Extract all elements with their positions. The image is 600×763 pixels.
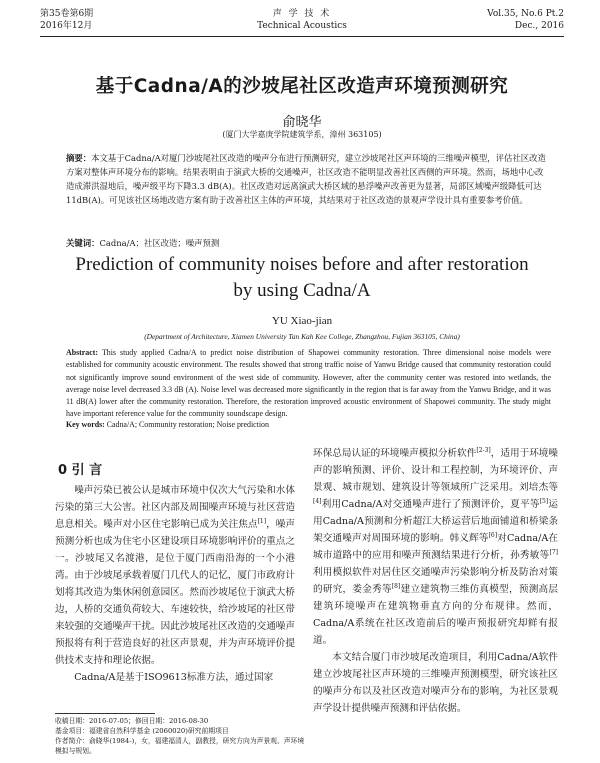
en-abstract-label: Abstract:	[66, 348, 98, 357]
header-date: 2016年12月	[40, 21, 93, 31]
footnote-received: 收稿日期：2016-07-05；修回日期：2016-08-30	[55, 717, 209, 725]
paragraph	[313, 445, 558, 649]
zh-abstract	[66, 151, 551, 207]
citation: [5]	[539, 497, 549, 505]
citation: [8]	[391, 582, 401, 590]
header-volume: 第35卷第6期	[40, 9, 94, 19]
zh-author: 俞晓华	[282, 115, 322, 130]
paragraph	[55, 482, 295, 669]
en-title	[40, 252, 564, 304]
en-keywords-text: Cadna/A; Community restoration; Noise prediction	[106, 420, 269, 429]
body-left-column	[55, 482, 295, 686]
paragraph-text: ，适用于环境噪声的影响预测、评价、设计和工程控制，为环境评价、声景观、城市规划、建筑设计等领域所广泛采用。刘培杰等	[313, 448, 559, 493]
en-abstract-text: This study applied Cadna/A to predict noise distribution of Shapowei community restoration. Three dimensional noise models were established for community acoustic environment. The results showed that strong traffic noise of Yanwu Bridge caused that community restoration could not significantly improve sound environment of the west side of community. However, after the community center was restored into wetlands, the average noise level decreased 3.3 dB (A). Noise level was decreased more significantly in the region that is far away from the Yanwu Bridge, and it was 11 dB(A) lower after the community restoration. Therefore, the restoration improved acoustic environment of Shapowei community. The study might have important reference value for the community soundscape design.	[66, 348, 551, 419]
paragraph-text: Cadna/A是基于ISO9613标准方法，通过国家	[74, 672, 274, 683]
citation: [1]	[257, 517, 267, 525]
zh-keywords-text: Cadna/A；社区改造；噪声预测	[99, 238, 220, 248]
citation: [4]	[313, 497, 322, 505]
header-volume-en-line1: Vol.35, No.6 Pt.2	[487, 9, 564, 19]
citation: [6]	[488, 531, 498, 539]
paragraph	[55, 669, 295, 686]
header-journal-en: Technical Acoustics	[257, 21, 347, 31]
zh-affiliation: (厦门大学嘉庚学院建筑学系，漳州 363105)	[222, 130, 382, 139]
en-keywords-label: Key words:	[66, 420, 105, 429]
footnote	[55, 716, 305, 756]
header-journal-zh: 声 学 技 术	[272, 9, 332, 19]
zh-keywords	[66, 236, 551, 250]
body-right-column	[313, 445, 558, 717]
zh-abstract-text: 本文基于Cadna/A对厦门沙坡尾社区改造的噪声分布进行预测研究，建立沙坡尾社区声环境的三维噪声模型，评估社区改造方案对整体声环境分布的影响。结果表明由于演武大桥的交通噪声，社区改造不能明显改善社区西侧的声环境。然而，场地中心改造成滞洪湿地后，噪声级平均下降3.3 dB(A)。社区改造对远离演武大桥区域的悬浮噪声改善更为显著，局部区域噪声级降低可达11dB(A)。可见该社区场地改造方案有助于改善社区主体的声环境，其结果对于社区改造的景观声学设计具有重要参考价值。	[66, 153, 546, 205]
section-title-introduction: 0 引 言	[58, 463, 103, 478]
en-abstract	[66, 347, 551, 421]
paragraph-text: 对Cadna/A在城市道路中的应用和噪声预测结果进行分析，孙秀敏等	[313, 533, 559, 561]
paragraph-text: 噪声污染已被公认是城市环境中仅次大气污染和水体污染的第三大公害。社区内部及周围噪声环境与社区营造息息相关。噪声对小区住宅影响已成为关注焦点	[55, 485, 295, 530]
paragraph-text: 环保总局认证的环境噪声模拟分析软件	[313, 448, 477, 459]
paragraph-text: 本文结合厦门市沙坡尾改造项目，利用Cadna/A软件建立沙坡尾社区声环境的三维噪声预测模型，研究该社区的噪声分布以及社区改造对噪声分布的影响，为社区景观声学设计提供噪声预测和评估依据。	[313, 652, 558, 714]
en-author: YU Xiao-jian	[271, 315, 333, 327]
footnote-funding: 基金项目：福建省自然科学基金 (2060020)研究前期项目	[55, 727, 229, 735]
citation: [7]	[549, 548, 558, 556]
paragraph-text: 利用模拟软件对居住区交通噪声污染影响分析及防治对策的研究，娄金秀等	[313, 567, 558, 595]
paragraph-text: 运用Cadna/A预测和分析超江大桥运营后地面铺道和桥梁条架交通噪声对周围环境的影响。韩义辉等	[313, 499, 559, 544]
header-volume-en	[487, 8, 564, 32]
footnote-rule	[55, 713, 155, 714]
header-journal	[40, 8, 564, 32]
en-title-line1: Prediction of community noises before and after restoration	[75, 254, 529, 275]
zh-keywords-label: 关键词：	[66, 238, 100, 248]
paragraph-text: 利用Cadna/A对交通噪声进行了预测评价，夏平等	[321, 499, 540, 510]
zh-title: 基于Cadna/A的沙坡尾社区改造声环境预测研究	[95, 76, 509, 97]
en-keywords	[66, 418, 551, 432]
paragraph-text: ，噪声预测分析也成为住宅小区建设项目环境影响评价的重点之一。沙坡尾又名渡港，是位于厦门西南沿海的一个小港湾。由于沙坡尾承载着厦门几代人的记忆，厦门市政府计划将其改造为集休闲创意园区。然而沙坡尾位于演武大桥边，人桥的交通负荷较大、车速较快，给沙坡尾的社区带来较强的交通噪声干扰。因此沙坡尾社区改造的交通噪声预报将有利于营造良好的社区声景观，并为声环境评价提供技术支持和理论依据。	[55, 519, 296, 666]
zh-abstract-label: 摘要：	[66, 153, 92, 163]
en-title-line2: by using Cadna/A	[233, 280, 371, 301]
footnote-author-bio: 作者简介：俞晓华(1984-)，女，福建福清人，副教授，研究方向为声景观、声环境模拟与规划。	[55, 737, 305, 755]
en-affiliation: (Department of Architecture, Xiamen University Tan Kah Kee College, Zhangzhou, Fujian 363105, China)	[144, 332, 460, 341]
paragraph-text: 建立建筑物三维仿真模型，预测高层建筑环境噪声在建筑物垂直方向的分布规律。然而，Cadna/A系统在社区改造前后的噪声预报研究却鲜有报道。	[313, 584, 559, 646]
header-volume-en-line2: Dec., 2016	[514, 21, 564, 31]
citation: [2-3]	[476, 446, 491, 454]
paragraph	[313, 649, 558, 717]
header-rule	[40, 36, 564, 37]
